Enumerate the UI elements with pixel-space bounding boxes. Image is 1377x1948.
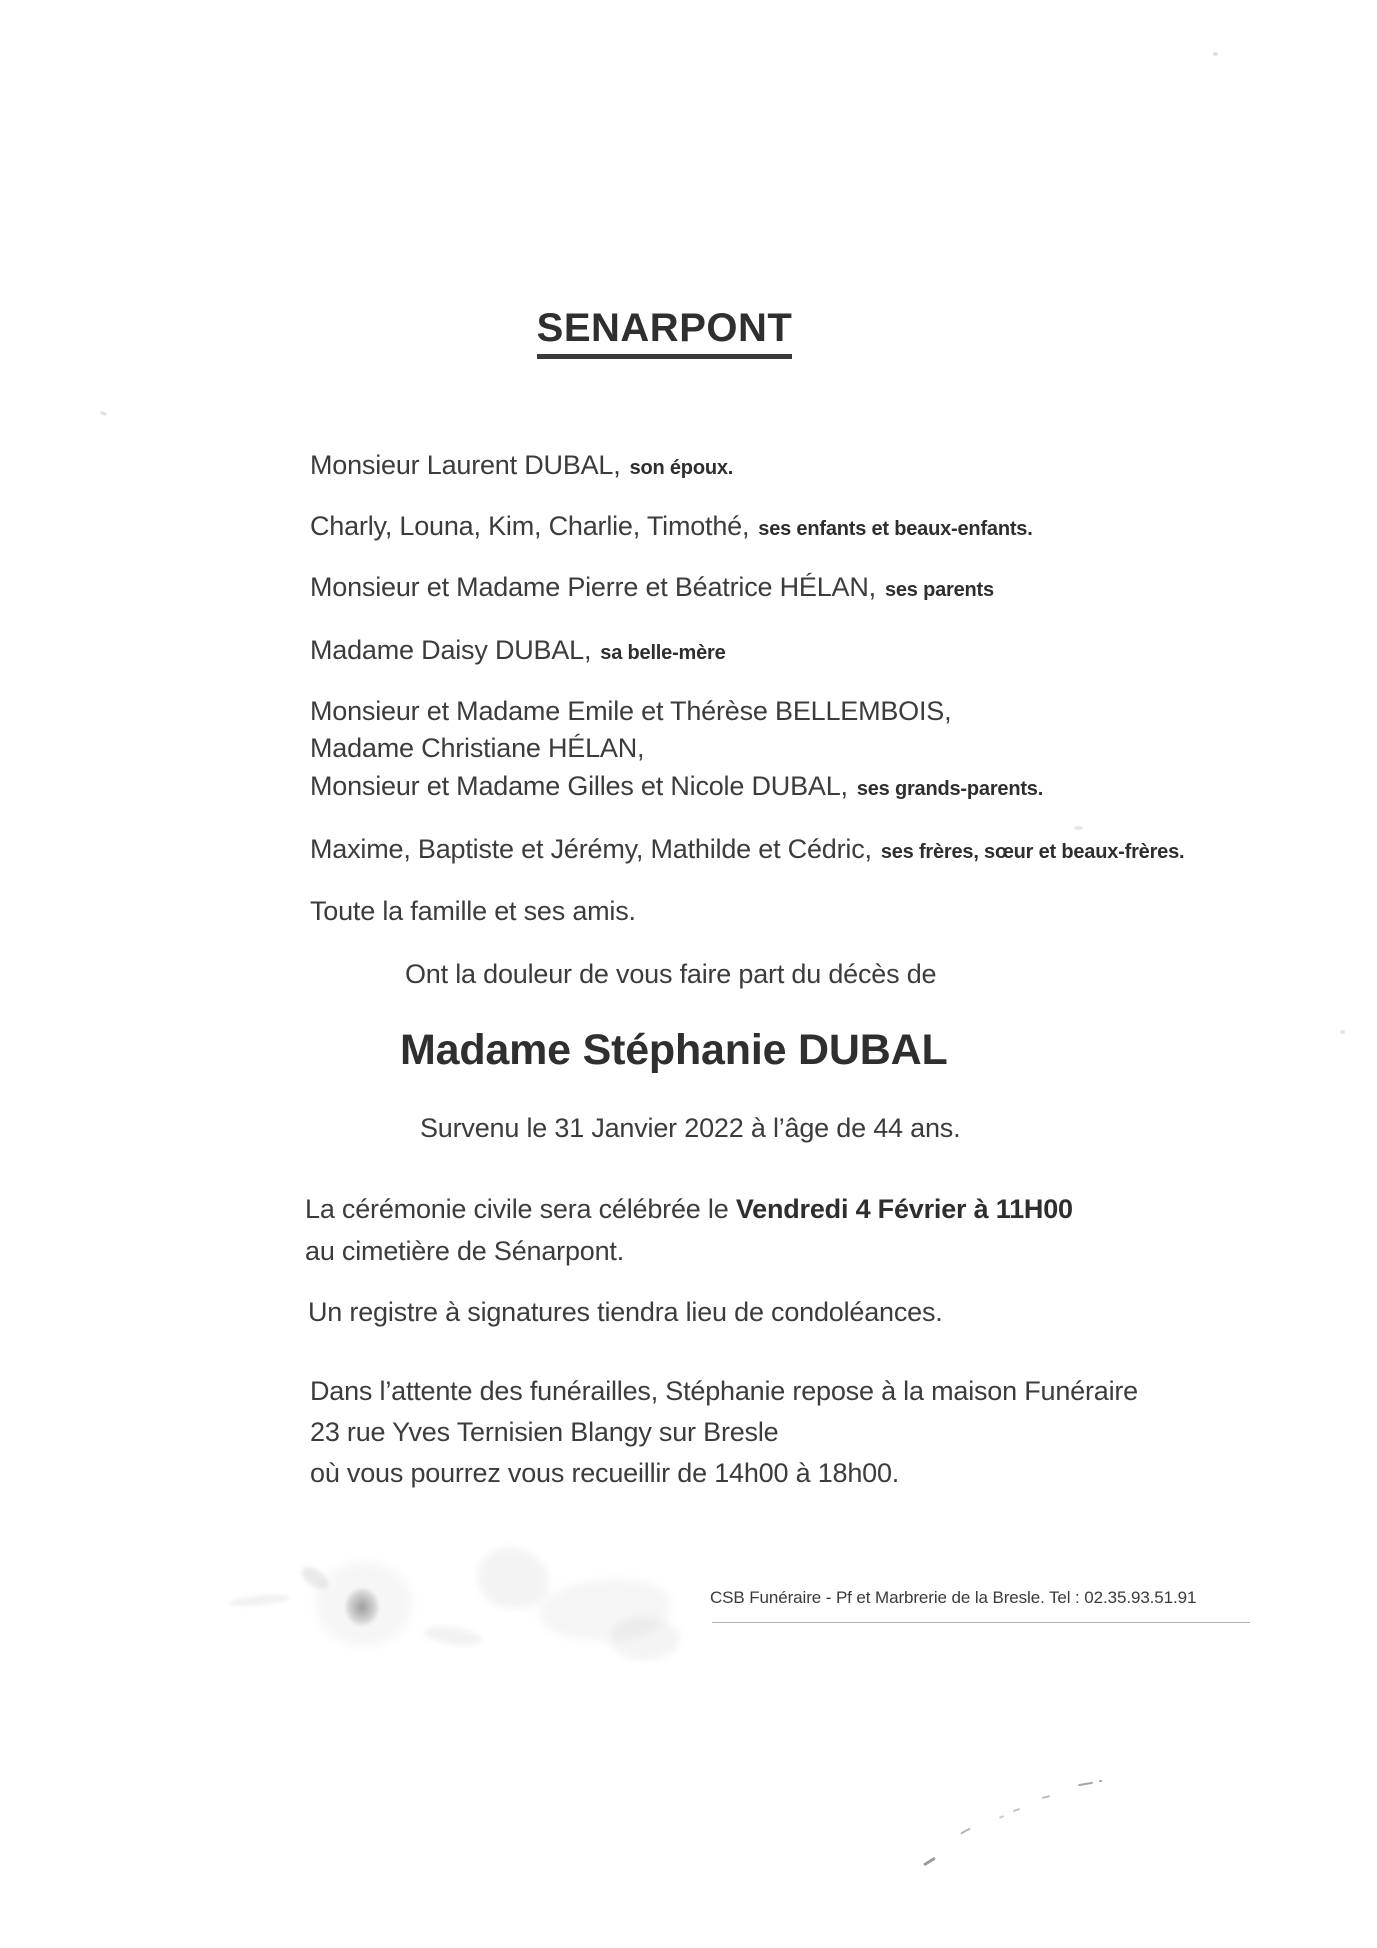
ink-smudge — [540, 1580, 670, 1640]
family-main-text: Madame Daisy DUBAL, — [310, 635, 592, 665]
scan-mark — [1078, 1782, 1093, 1787]
family-main-text: Madame Christiane HÉLAN, — [310, 733, 645, 763]
scan-speck — [1074, 826, 1083, 830]
relation-text: son époux. — [629, 457, 734, 479]
family-main-text: Charly, Louna, Kim, Charlie, Timothé, — [310, 511, 750, 541]
family-line-grandparents-2 — [310, 733, 644, 764]
family-line-grandparents-3 — [310, 771, 1043, 802]
relation-text: ses enfants et beaux-enfants. — [758, 518, 1033, 540]
family-line-children — [310, 511, 1033, 542]
ink-smudge — [423, 1624, 483, 1648]
family-line-parents — [310, 572, 994, 603]
ceremony-line-2: au cimetière de Sénarpont. — [305, 1236, 624, 1266]
repose-line-3: où vous pourrez vous recueillir de 14h00 à 18h00. — [310, 1458, 900, 1488]
ceremony-datetime: Vendredi 4 Février à 11H00 — [735, 1194, 1073, 1224]
scan-mark — [1042, 1795, 1050, 1799]
scan-speck — [100, 411, 108, 417]
family-main-text: Toute la famille et ses amis. — [310, 896, 636, 926]
register-line: Un registre à signatures tiendra lieu de condoléances. — [308, 1297, 943, 1327]
ink-smudge — [345, 1588, 379, 1626]
scan-mark — [999, 1815, 1004, 1819]
page-title: SENARPONT — [537, 306, 793, 359]
relation-text: sa belle-mère — [600, 642, 726, 664]
relation-text: ses parents — [884, 579, 994, 601]
family-main-text: Monsieur et Madame Emile et Thérèse BELLEMBOIS, — [310, 696, 952, 726]
death-date-line: Survenu le 31 Janvier 2022 à l’âge de 44 ans. — [420, 1113, 961, 1143]
footer-contact: CSB Funéraire - Pf et Marbrerie de la Bresle. Tel : 02.35.93.51.91 — [710, 1588, 1197, 1607]
ceremony-line-1 — [305, 1194, 1073, 1225]
ceremony-text: La cérémonie civile sera célébrée le — [305, 1194, 736, 1224]
family-main-text: Monsieur et Madame Pierre et Béatrice HÉLAN, — [310, 572, 876, 602]
scan-mark — [923, 1857, 936, 1866]
repose-line-2: 23 rue Yves Ternisien Blangy sur Bresle — [310, 1417, 779, 1447]
ink-smudge — [610, 1618, 680, 1660]
relation-text: ses frères, sœur et beaux-frères. — [880, 841, 1185, 863]
family-line-mother-in-law — [310, 635, 726, 666]
repose-line-1: Dans l’attente des funérailles, Stéphanie repose à la maison Funéraire — [310, 1376, 1138, 1406]
relation-text: ses grands-parents. — [856, 778, 1044, 800]
scan-mark — [960, 1828, 971, 1835]
family-main-text: Monsieur Laurent DUBAL, — [310, 450, 621, 480]
family-main-text: Maxime, Baptiste et Jérémy, Mathilde et Cédric, — [310, 834, 872, 864]
title-block — [0, 306, 1329, 359]
family-line-siblings — [310, 834, 1184, 865]
scan-mark — [1013, 1808, 1020, 1812]
ink-smudge — [316, 1562, 412, 1646]
footer-rule — [712, 1622, 1250, 1623]
scan-mark — [1099, 1780, 1102, 1782]
scan-speck — [1340, 1030, 1345, 1034]
ink-smudge — [298, 1563, 332, 1593]
family-line-friends — [310, 896, 636, 927]
family-line-spouse — [310, 450, 733, 481]
ink-smudge — [228, 1593, 291, 1608]
ink-smudge — [478, 1548, 548, 1608]
scan-speck — [1213, 52, 1218, 56]
deceased-name: Madame Stéphanie DUBAL — [400, 1026, 948, 1074]
announcement-line: Ont la douleur de vous faire part du décès de — [405, 959, 937, 989]
family-line-grandparents-1 — [310, 696, 951, 727]
family-main-text: Monsieur et Madame Gilles et Nicole DUBAL, — [310, 771, 848, 801]
